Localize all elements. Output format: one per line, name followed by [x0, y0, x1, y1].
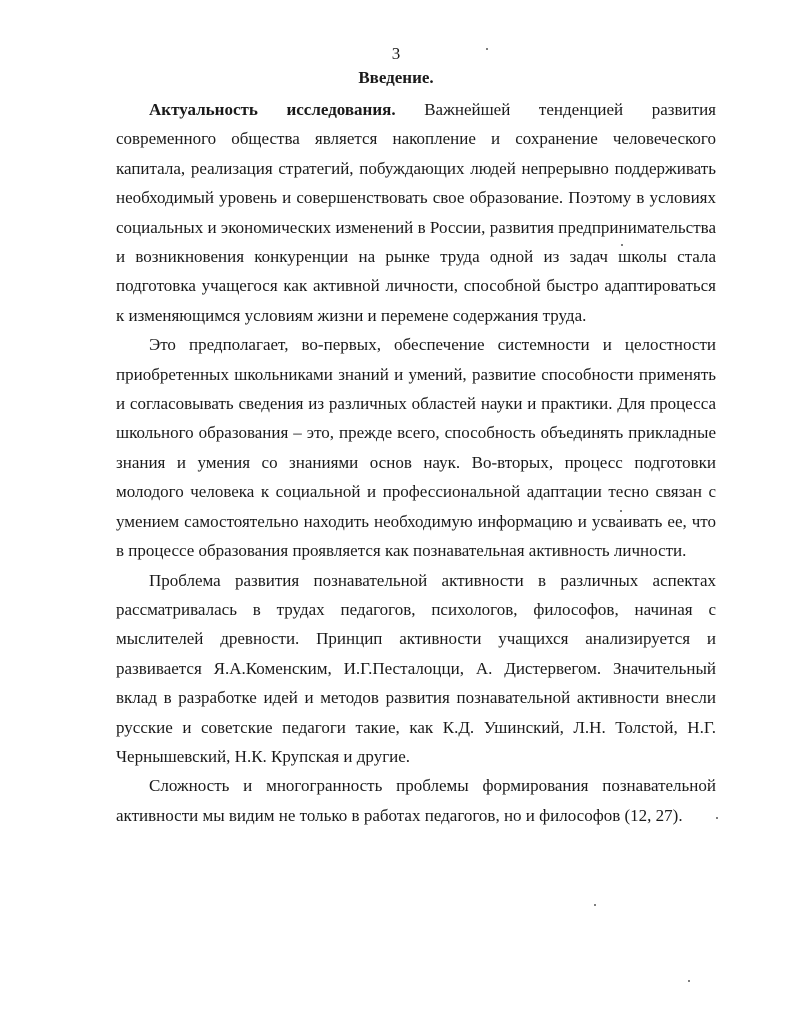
paragraph-implications: Это предполагает, во-первых, обеспечение системности и целостности приобретенных школьниками знаний и умений, развитие способности применять и согласовывать сведения из различных областей науки и практики. Для процесса школьного образования – это, прежде всего, способность объединять прикладные знания и умения со знаниями основ наук. Во-вторых, процесс подготовки молодого человека к социальной и профессиональной адаптации тесно связан с умением самостоятельно находить необходимую информацию и усваивать ее, что в процессе образования проявляется как познавательная активность личности.: [116, 335, 716, 561]
paragraph-relevance: [116, 95, 716, 330]
scan-speck: [594, 904, 596, 906]
paragraph-complexity: Сложность и многогранность проблемы формирования познавательной активности мы видим не только в работах педагогов, но и философов (12, 27).: [116, 776, 716, 825]
page-title: Введение.: [358, 68, 434, 87]
scan-speck: [621, 244, 623, 246]
scan-speck: [688, 980, 690, 982]
page-number: 3: [391, 44, 401, 63]
scan-speck: [486, 48, 488, 50]
relevance-text: Важнейшей тенденцией развития современного общества является накопление и сохранение человеческого капитала, реализация стратегий, побуждающих людей непрерывно поддерживать необходимый уровень и совершенствовать свое образование. Поэтому в условиях социальных и экономических изменений в России, развития предпринимательства и возникновения конкуренции на рынке труда одной из задач школы стала подготовка учащегося как активной личности, способной быстро адаптироваться к изменяющимся условиям жизни и перемене содержания труда.: [116, 100, 716, 325]
relevance-lead-term: Актуальность исследования.: [149, 100, 396, 119]
scan-speck: [716, 817, 718, 819]
scan-speck: [620, 510, 622, 512]
document-body: [116, 95, 716, 830]
paragraph-history: Проблема развития познавательной активности в различных аспектах рассматривалась в трудах педагогов, психологов, философов, начиная с мыслителей древности. Принцип активности учащихся анализируется и развивается Я.А.Коменским, И.Г.Песталоцци, А. Дистервегом. Значительный вклад в разработке идей и методов развития познавательной активности внесли русские и советские педагоги такие, как К.Д. Ушинский, Л.Н. Толстой, Н.Г. Чернышевский, Н.К. Крупская и другие.: [116, 570, 716, 766]
